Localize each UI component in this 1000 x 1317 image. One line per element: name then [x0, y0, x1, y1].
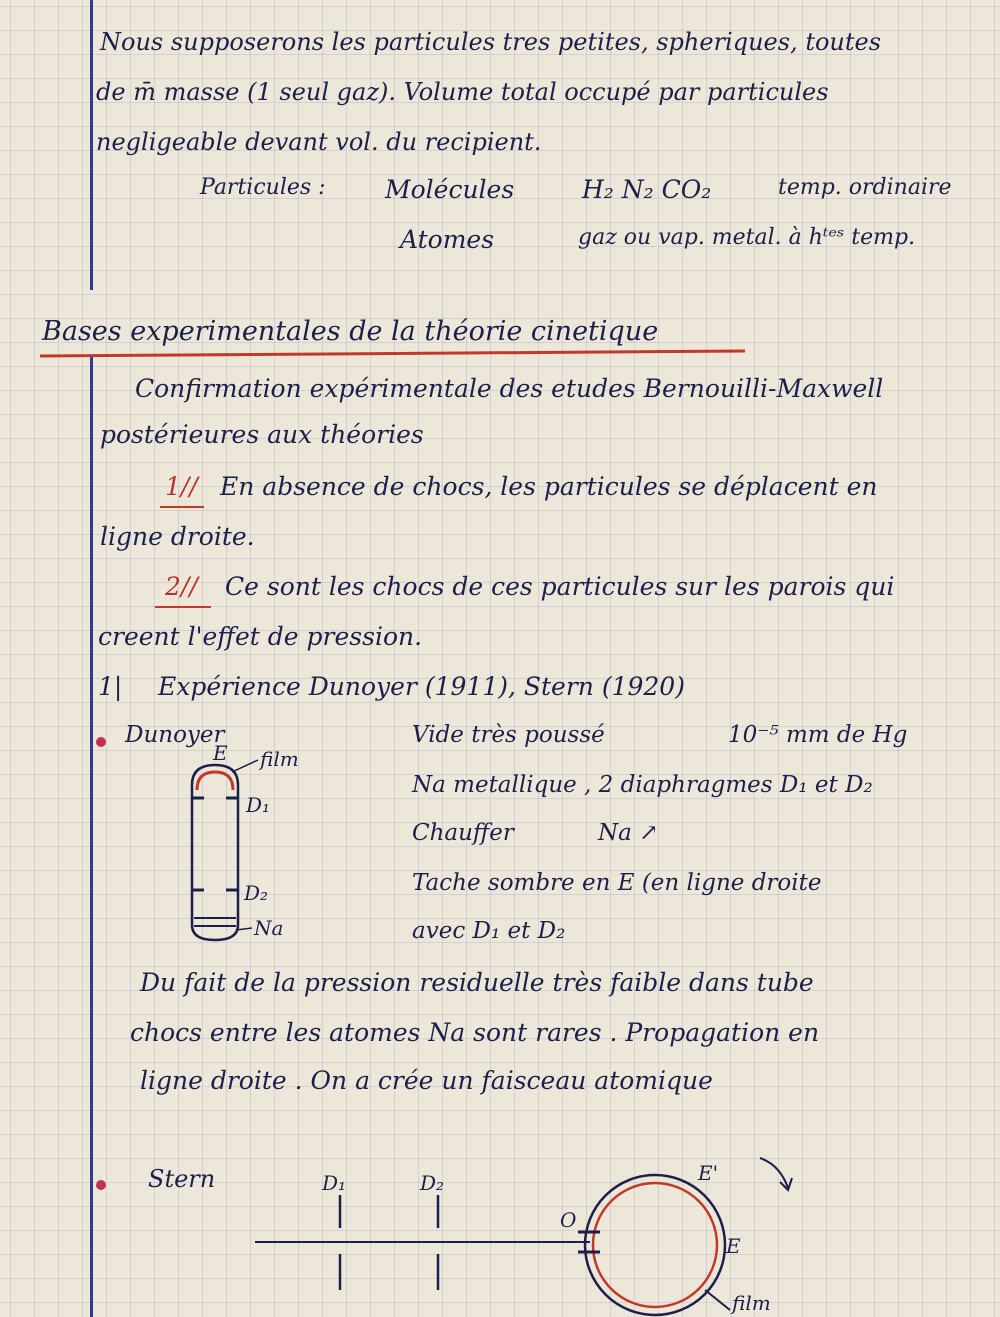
dunoyer-na-line: Na metallique , 2 diaphragmes D₁ et D₂ — [412, 772, 873, 798]
dunoyer-avec: avec D₁ et D₂ — [412, 918, 566, 944]
stern-apparatus-diagram — [250, 1150, 850, 1315]
intro-line-1: Nous supposerons les particules tres petites, spheriques, toutes — [100, 28, 882, 56]
stern-label-o: O — [560, 1208, 577, 1232]
stern-label-d2: D₂ — [420, 1171, 445, 1195]
dunoyer-chauffer: Chauffer — [412, 820, 514, 846]
dunoyer-label-e: E — [213, 741, 228, 765]
stern-label-d1: D₁ — [322, 1171, 347, 1195]
section-title: Bases experimentales de la théorie cinetique — [42, 316, 659, 347]
item-1-number: 1// — [165, 472, 198, 501]
conclusion-line-1: Du fait de la pression residuelle très faible dans tube — [140, 968, 814, 997]
intro-line-3: negligeable devant vol. du recipient. — [96, 128, 542, 156]
section-line-1: Confirmation expérimentale des etudes Bernouilli-Maxwell — [135, 374, 884, 403]
section-title-underline — [40, 350, 745, 358]
item-1-underline — [160, 506, 204, 508]
dunoyer-tube-diagram — [180, 730, 300, 950]
dunoyer-chauffer-value: Na ↗ — [598, 820, 659, 846]
dunoyer-vide: Vide très poussé — [412, 722, 605, 748]
stern-label-e: E — [726, 1234, 741, 1258]
molecules-label: Molécules — [385, 175, 515, 204]
section-line-2: postérieures aux théories — [100, 420, 424, 449]
dunoyer-vide-value: 10⁻⁵ mm de Hg — [728, 722, 908, 748]
dunoyer-label-film: film — [260, 747, 299, 771]
atomes-note: gaz ou vap. metal. à hᵗᵉˢ temp. — [578, 225, 916, 250]
conclusion-line-3: ligne droite . On a crée un faisceau atomique — [140, 1066, 713, 1095]
dunoyer-label-d1: D₁ — [246, 793, 271, 817]
dunoyer-label-na: Na — [254, 916, 284, 940]
experience-number: 1| — [98, 672, 123, 701]
item-2-underline — [155, 606, 211, 608]
stern-label-film: film — [732, 1291, 771, 1315]
dunoyer-name: Dunoyer — [125, 722, 225, 748]
molecules-values: H₂ N₂ CO₂ — [582, 175, 712, 204]
particules-label: Particules : — [200, 175, 326, 200]
stern-label-e-prime: E' — [698, 1161, 719, 1185]
margin-rule-top — [90, 0, 93, 290]
item-1-line-2: ligne droite. — [100, 522, 255, 551]
molecules-note: temp. ordinaire — [778, 175, 952, 200]
item-2-number: 2// — [165, 572, 198, 601]
item-1-line-1: En absence de chocs, les particules se déplacent en — [220, 472, 878, 501]
stern-bullet — [96, 1180, 106, 1190]
atomes-label: Atomes — [400, 225, 495, 254]
intro-line-2: de m̄ masse (1 seul gaz). Volume total occupé par particules — [96, 78, 829, 106]
conclusion-line-2: chocs entre les atomes Na sont rares . Propagation en — [130, 1018, 820, 1047]
dunoyer-bullet — [96, 737, 106, 747]
item-2-line-1: Ce sont les chocs de ces particules sur les parois qui — [225, 572, 895, 601]
stern-name: Stern — [148, 1165, 216, 1193]
margin-rule-main — [90, 355, 93, 1317]
item-2-line-2: creent l'effet de pression. — [98, 622, 423, 651]
dunoyer-label-d2: D₂ — [244, 881, 269, 905]
dunoyer-tache: Tache sombre en E (en ligne droite — [412, 870, 822, 896]
experience-title: Expérience Dunoyer (1911), Stern (1920) — [158, 672, 685, 701]
